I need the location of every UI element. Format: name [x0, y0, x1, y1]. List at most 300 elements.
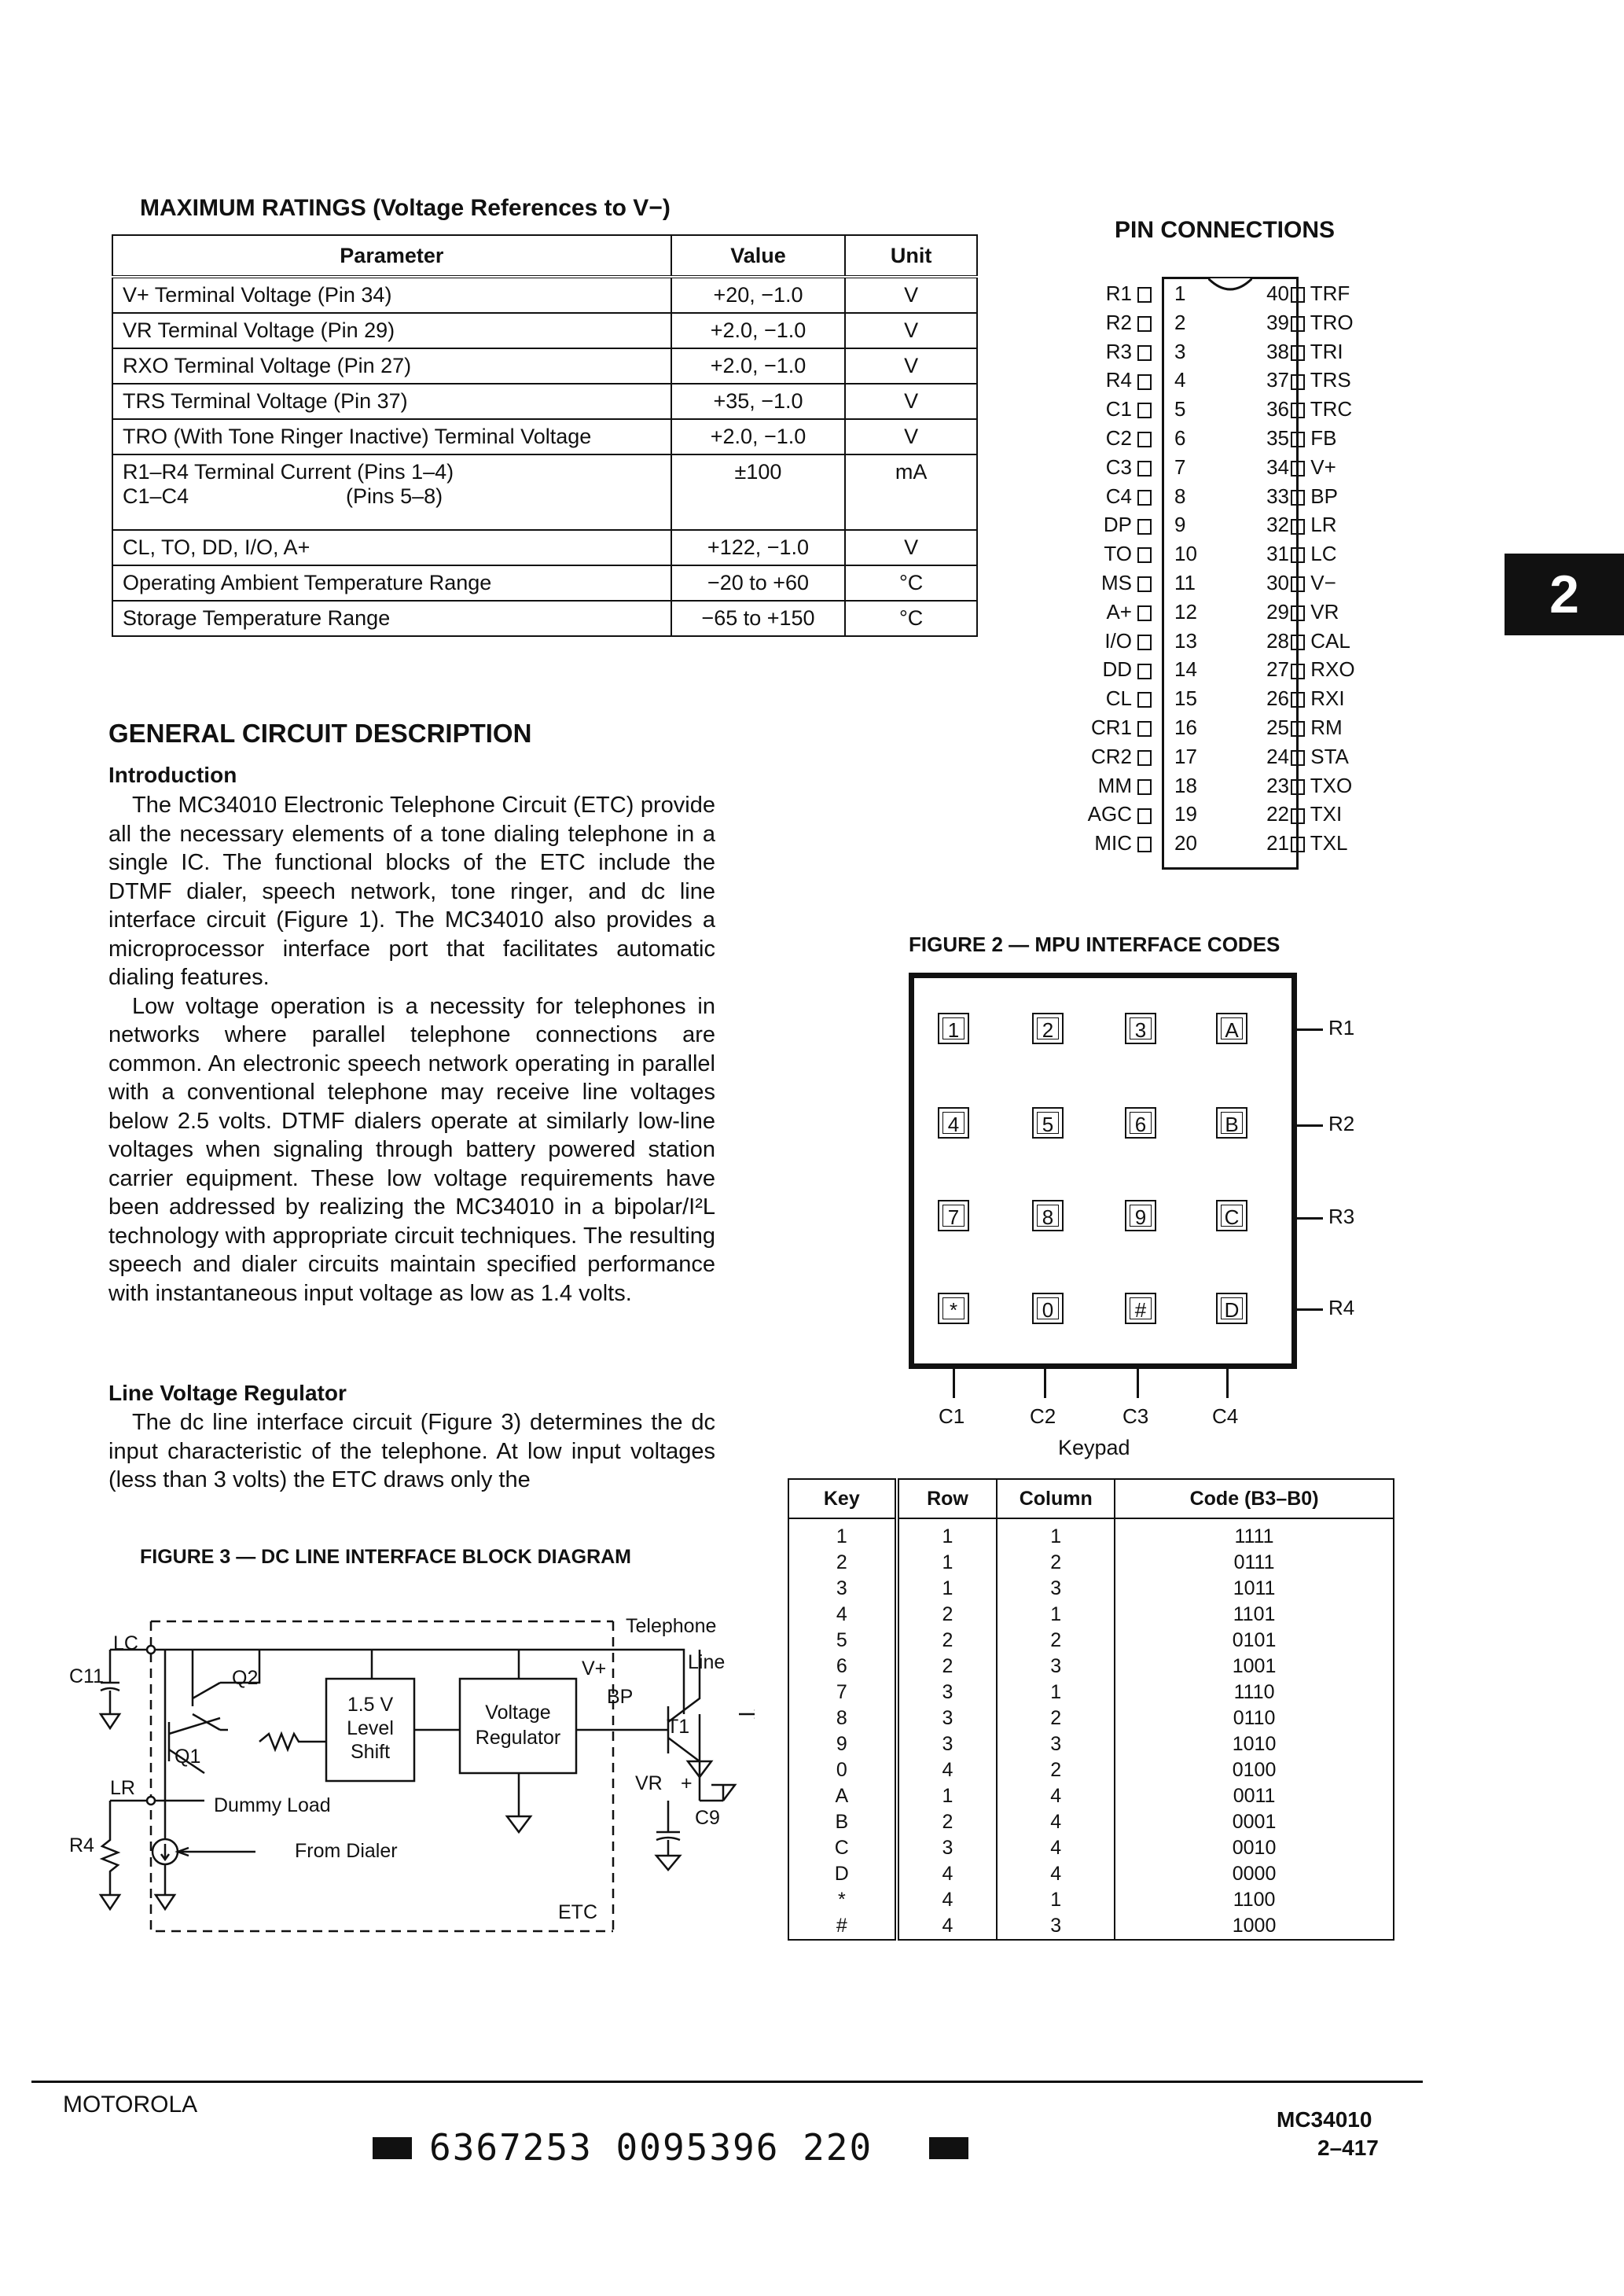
codes-row-value: 1 [897, 1518, 998, 1550]
pin-left-7 [1053, 453, 1163, 481]
ratings-unit: V [845, 313, 977, 348]
pin-label: RXI [1310, 686, 1345, 711]
pin-right-32 [1291, 510, 1336, 539]
barcode-block-left [373, 2137, 412, 2159]
resistor [220, 1650, 326, 1750]
ratings-unit: V [845, 530, 977, 565]
footer-brand: MOTOROLA [63, 2092, 198, 2118]
intro-paragraph-2: Low voltage operation is a necessity for telephones in networks where parallel telephone connections are common. An electronic speech network operating in parallel with a conventional telephone may receive line voltages below 2.5 volts. DTMF dialers operate at similarly low-line voltages when signaling through battery powered station carrier equipment. These low voltage requirements have been addressed by realizing the MC34010 in a bipolar/I²L technology with appropriate circuit techniques. The resulting speech and dialer circuits maintain specified performance with instantaneous input voltage as low as 1.4 volts. [108, 993, 715, 1306]
codes-key: 4 [788, 1602, 897, 1628]
pin-number-left: 7 [1174, 454, 1186, 479]
pin-right-40 [1291, 279, 1350, 307]
codes-code: 1100 [1115, 1887, 1394, 1913]
pin-stub [1137, 721, 1152, 737]
pin-label: BP [1310, 484, 1338, 508]
codes-row-value: 1 [897, 1783, 998, 1809]
pin-stub [1137, 692, 1152, 708]
pin-number-right: 22 [1266, 802, 1289, 826]
codes-row-value: 4 [897, 1887, 998, 1913]
pin-label: MS [1101, 571, 1132, 594]
r4-resistor [101, 1801, 151, 1909]
codes-column-value: 4 [997, 1783, 1115, 1809]
keypad-key: A [1216, 1013, 1247, 1044]
pin-stub [1137, 576, 1152, 592]
label-c9: C9 [695, 1807, 720, 1829]
pin-label: V+ [1310, 454, 1336, 479]
pin-number-left: 20 [1174, 831, 1197, 855]
keypad-matrix [909, 973, 1297, 1369]
label-from-dialer: From Dialer [295, 1840, 398, 1862]
ratings-param: TRS Terminal Voltage (Pin 37) [112, 384, 671, 419]
pin-right-21 [1291, 829, 1347, 857]
codes-row-value: 1 [897, 1576, 998, 1602]
label-vplus: V+ [582, 1658, 607, 1680]
pin-stub [1137, 345, 1152, 361]
pin-right-37 [1291, 366, 1351, 394]
pin-label: C3 [1105, 454, 1132, 479]
codes-key: B [788, 1809, 897, 1835]
codes-header-row: Row [897, 1479, 998, 1518]
pin-label: CR1 [1090, 716, 1132, 739]
pin-number-right: 39 [1266, 310, 1289, 334]
ratings-unit: V [845, 277, 977, 313]
codes-code: 0111 [1115, 1550, 1394, 1576]
pin-stub [1291, 345, 1305, 361]
column-line [1226, 1363, 1229, 1398]
codes-code: 1001 [1115, 1654, 1394, 1680]
ratings-value: −65 to +150 [671, 601, 846, 636]
pin-stub [1291, 837, 1305, 852]
pin-label: LC [1310, 542, 1337, 566]
codes-column-value: 3 [997, 1576, 1115, 1602]
ratings-value: +2.0, −1.0 [671, 348, 846, 384]
codes-column-value: 1 [997, 1680, 1115, 1705]
pin-stub [1291, 635, 1305, 650]
codes-table [788, 1478, 1394, 1941]
pin-left-13 [1053, 627, 1163, 655]
pin-number-left: 5 [1174, 397, 1186, 421]
keypad-key: 3 [1125, 1013, 1156, 1044]
label-telephone: Telephone [626, 1615, 717, 1637]
pin-stub [1291, 547, 1305, 563]
pin-right-22 [1291, 800, 1342, 828]
figure3-title: FIGURE 3 — DC LINE INTERFACE BLOCK DIAGRAM [140, 1546, 632, 1568]
codes-key: * [788, 1887, 897, 1913]
pin-number-right: 24 [1266, 744, 1289, 768]
pin-stub [1137, 547, 1152, 563]
codes-header-code: Code (B3–B0) [1115, 1479, 1394, 1518]
pin-label: TXI [1310, 802, 1343, 826]
pin-stub [1137, 837, 1152, 852]
pin-right-29 [1291, 598, 1339, 626]
pin-label: CAL [1310, 628, 1350, 653]
pin-stub [1137, 750, 1152, 766]
pin-number-left: 6 [1174, 426, 1186, 450]
keypad-caption: Keypad [1058, 1436, 1130, 1459]
codes-row [788, 1835, 1394, 1861]
codes-column-value: 1 [997, 1602, 1115, 1628]
label-lc: LC [113, 1632, 138, 1654]
pin-number-left: 18 [1174, 773, 1197, 797]
pin-number-right: 25 [1266, 716, 1289, 739]
codes-row [788, 1809, 1394, 1835]
pin-label: V− [1310, 571, 1336, 594]
pin-label: LR [1310, 513, 1337, 537]
pin-stub [1137, 432, 1152, 447]
pin-stub [1137, 635, 1152, 650]
pin-left-18 [1053, 771, 1163, 800]
pin-label: CL [1105, 686, 1132, 711]
ratings-header-value: Value [671, 235, 846, 277]
codes-row [788, 1680, 1394, 1705]
pin-number-left: 19 [1174, 802, 1197, 826]
pin-label: MIC [1094, 831, 1132, 855]
row-line [1291, 1028, 1323, 1031]
pin-stub [1137, 664, 1152, 679]
pin-stub [1291, 287, 1305, 303]
codes-row-value: 2 [897, 1628, 998, 1654]
pin-number-right: 31 [1266, 542, 1289, 566]
codes-code: 1111 [1115, 1518, 1394, 1550]
codes-row [788, 1861, 1394, 1887]
ratings-unit: mA [845, 454, 977, 530]
pin-label: RM [1310, 716, 1343, 739]
ratings-unit: V [845, 384, 977, 419]
codes-row-value: 2 [897, 1654, 998, 1680]
codes-row-value: 4 [897, 1861, 998, 1887]
codes-key: 5 [788, 1628, 897, 1654]
codes-column-value: 3 [997, 1731, 1115, 1757]
ratings-param: RXO Terminal Voltage (Pin 27) [112, 348, 671, 384]
chip-notch [1208, 277, 1252, 296]
ratings-param: CL, TO, DD, I/O, A+ [112, 530, 671, 565]
keypad-key: * [938, 1293, 969, 1324]
column-label: C4 [1212, 1404, 1239, 1428]
label-q2: Q2 [232, 1667, 259, 1689]
column-line [953, 1363, 955, 1398]
ratings-table [112, 234, 978, 637]
pin-label: TO [1104, 542, 1132, 566]
pin-left-8 [1053, 482, 1163, 510]
label-shift-2: Level [347, 1717, 394, 1739]
keypad-key: B [1216, 1107, 1247, 1139]
pin-stub [1291, 519, 1305, 535]
ratings-unit: °C [845, 601, 977, 636]
codes-code: 0110 [1115, 1705, 1394, 1731]
codes-column-value: 3 [997, 1654, 1115, 1680]
keypad-key: 2 [1032, 1013, 1064, 1044]
label-regulator-2: Regulator [475, 1727, 561, 1749]
codes-code: 1101 [1115, 1602, 1394, 1628]
pin-right-26 [1291, 684, 1345, 712]
pin-right-35 [1291, 424, 1336, 452]
codes-row [788, 1550, 1394, 1576]
pin-number-left: 8 [1174, 484, 1186, 508]
pin-left-19 [1053, 800, 1163, 828]
label-shift-1: 1.5 V [347, 1694, 394, 1716]
keypad-key: 5 [1032, 1107, 1064, 1139]
codes-code: 0000 [1115, 1861, 1394, 1887]
ratings-row [112, 277, 977, 313]
pin-number-right: 34 [1266, 454, 1289, 479]
column-line [1044, 1363, 1046, 1398]
pin-left-10 [1053, 539, 1163, 568]
codes-key: 2 [788, 1550, 897, 1576]
pin-stub [1291, 461, 1305, 476]
ratings-unit: °C [845, 565, 977, 601]
line-voltage-paragraph: The dc line interface circuit (Figure 3) determines the dc input characteristic of the telephone. At low input voltages (less than 3 volts) the ETC draws only the [108, 1410, 715, 1492]
pin-left-20 [1053, 829, 1163, 857]
codes-code: 0001 [1115, 1809, 1394, 1835]
keypad-key: D [1216, 1293, 1247, 1324]
codes-row [788, 1576, 1394, 1602]
codes-header-key: Key [788, 1479, 897, 1518]
codes-code: 0100 [1115, 1757, 1394, 1783]
codes-column-value: 1 [997, 1518, 1115, 1550]
codes-row-value: 4 [897, 1913, 998, 1940]
ratings-param-c-pins: (Pins 5–8) [346, 484, 443, 508]
pin-left-15 [1053, 684, 1163, 712]
pin-number-right: 33 [1266, 484, 1289, 508]
pin-stub [1291, 432, 1305, 447]
pin-stub [1137, 374, 1152, 390]
pin-left-6 [1053, 424, 1163, 452]
pin-label: C1 [1105, 397, 1132, 421]
label-line: Line [688, 1651, 726, 1673]
label-etc: ETC [558, 1901, 597, 1923]
codes-row [788, 1887, 1394, 1913]
pin-left-14 [1053, 655, 1163, 683]
pin-label: C4 [1105, 484, 1132, 508]
pin-label: TRS [1310, 368, 1351, 392]
pin-label: I/O [1104, 628, 1132, 653]
pin-label: AGC [1087, 802, 1132, 826]
pin-left-11 [1053, 568, 1163, 597]
codes-code: 1110 [1115, 1680, 1394, 1705]
codes-key: 1 [788, 1518, 897, 1550]
codes-row [788, 1913, 1394, 1940]
pin-label: TRC [1310, 397, 1353, 421]
intro-paragraph-1: The MC34010 Electronic Telephone Circuit (ETC) provide all the necessary elements of a tone dialing telephone in a single IC. The functional blocks of the ETC include the DTMF dialer, speech network, tone ringer, and dc line interface circuit (Figure 1). The MC34010 also provides a microprocessor interface port that facilitates automatic dialing features. [108, 793, 715, 990]
codes-row-value: 3 [897, 1731, 998, 1757]
pin-stub [1137, 779, 1152, 795]
pin-label: TRI [1310, 339, 1343, 363]
ratings-param: V+ Terminal Voltage (Pin 34) [112, 277, 671, 313]
lc-terminal [147, 1646, 155, 1654]
pin-stub [1137, 403, 1152, 418]
pin-stub [1137, 461, 1152, 476]
c11-capacitor [101, 1650, 151, 1728]
codes-key: 0 [788, 1757, 897, 1783]
pin-number-left: 3 [1174, 339, 1186, 363]
ratings-param: Storage Temperature Range [112, 601, 671, 636]
label-regulator-1: Voltage [485, 1702, 551, 1724]
codes-row-value: 3 [897, 1705, 998, 1731]
pin-number-right: 36 [1266, 397, 1289, 421]
codes-key: 7 [788, 1680, 897, 1705]
intro-text [108, 791, 715, 1308]
row-line [1291, 1217, 1323, 1220]
row-label: R1 [1328, 1016, 1355, 1039]
pin-stub [1291, 750, 1305, 766]
column-label: C2 [1030, 1404, 1056, 1428]
pin-number-left: 10 [1174, 542, 1197, 566]
codes-code: 0011 [1115, 1783, 1394, 1809]
pin-number-left: 17 [1174, 744, 1197, 768]
pin-right-36 [1291, 395, 1352, 423]
pin-right-28 [1291, 627, 1350, 655]
pin-number-right: 23 [1266, 773, 1289, 797]
pin-number-left: 11 [1174, 571, 1196, 594]
codes-row [788, 1654, 1394, 1680]
codes-column-value: 1 [997, 1887, 1115, 1913]
pin-right-23 [1291, 771, 1352, 800]
section-tab: 2 [1505, 554, 1624, 635]
codes-column-value: 2 [997, 1705, 1115, 1731]
pin-number-left: 9 [1174, 513, 1186, 537]
codes-key: 8 [788, 1705, 897, 1731]
ratings-param: R1–R4 Terminal Current (Pins 1–4) [123, 460, 454, 484]
ratings-row [112, 454, 977, 530]
codes-code: 1000 [1115, 1913, 1394, 1940]
codes-row-value: 3 [897, 1835, 998, 1861]
pin-right-39 [1291, 308, 1354, 337]
footer-page-number: 2–417 [1317, 2136, 1379, 2160]
pin-label: STA [1310, 744, 1349, 768]
pin-left-5 [1053, 395, 1163, 423]
pin-number-right: 40 [1266, 281, 1289, 305]
ratings-title: MAXIMUM RATINGS (Voltage References to V−) [140, 195, 671, 221]
codes-row-value: 2 [897, 1602, 998, 1628]
pin-label: TXL [1310, 831, 1348, 855]
footer-barcode-number: 6367253 0095396 220 [429, 2126, 873, 2169]
pin-right-25 [1291, 713, 1343, 741]
codes-column-value: 2 [997, 1757, 1115, 1783]
pin-left-4 [1053, 366, 1163, 394]
pin-stub [1291, 316, 1305, 332]
pin-label: FB [1310, 426, 1337, 450]
codes-key: 6 [788, 1654, 897, 1680]
codes-column-value: 3 [997, 1913, 1115, 1940]
pin-stub [1137, 808, 1152, 824]
ratings-value: ±100 [671, 454, 846, 530]
pin-label: DD [1102, 657, 1132, 682]
pin-left-3 [1053, 337, 1163, 366]
pin-label: R3 [1105, 339, 1132, 363]
pin-right-34 [1291, 453, 1336, 481]
pin-label: VR [1310, 599, 1339, 624]
pin-right-30 [1291, 568, 1336, 597]
keypad-key: 7 [938, 1200, 969, 1231]
label-q1: Q1 [175, 1746, 201, 1768]
ratings-row [112, 565, 977, 601]
lr-terminal [147, 1797, 155, 1805]
pin-label: R1 [1105, 281, 1132, 305]
row-line [1291, 1308, 1323, 1311]
ratings-value: +2.0, −1.0 [671, 313, 846, 348]
ratings-unit: V [845, 348, 977, 384]
codes-row [788, 1783, 1394, 1809]
codes-key: 9 [788, 1731, 897, 1757]
pin-stub [1137, 519, 1152, 535]
label-t1: T1 [667, 1716, 690, 1738]
pin-number-left: 13 [1174, 628, 1197, 653]
ratings-param: Operating Ambient Temperature Range [112, 565, 671, 601]
row-label: R2 [1328, 1112, 1355, 1135]
codes-column-value: 4 [997, 1809, 1115, 1835]
pin-stub [1291, 374, 1305, 390]
pin-label: MM [1097, 773, 1132, 797]
row-label: R4 [1328, 1296, 1355, 1319]
pin-left-12 [1053, 598, 1163, 626]
pin-right-27 [1291, 655, 1355, 683]
pin-number-left: 1 [1174, 281, 1186, 305]
codes-column-value: 2 [997, 1628, 1115, 1654]
pin-stub [1137, 287, 1152, 303]
ratings-row [112, 384, 977, 419]
label-vr: VR [635, 1772, 663, 1794]
codes-row [788, 1705, 1394, 1731]
ratings-param: VR Terminal Voltage (Pin 29) [112, 313, 671, 348]
pin-stub [1291, 779, 1305, 795]
ratings-value: −20 to +60 [671, 565, 846, 601]
lr-node [151, 1801, 204, 1840]
ratings-param-c: C1–C4 [123, 484, 189, 508]
pin-left-1 [1053, 279, 1163, 307]
codes-code: 0101 [1115, 1628, 1394, 1654]
label-r4: R4 [69, 1834, 94, 1856]
pin-left-9 [1053, 510, 1163, 539]
pin-left-16 [1053, 713, 1163, 741]
keypad-key: 9 [1125, 1200, 1156, 1231]
label-bp: BP [607, 1686, 634, 1708]
keypad-key: # [1125, 1293, 1156, 1324]
keypad-key: 0 [1032, 1293, 1064, 1324]
keypad-key: 8 [1032, 1200, 1064, 1231]
ratings-value: +122, −1.0 [671, 530, 846, 565]
pin-number-left: 12 [1174, 599, 1197, 624]
pin-label: C2 [1105, 426, 1132, 450]
pin-label: CR2 [1090, 744, 1132, 768]
pins-title: PIN CONNECTIONS [1115, 217, 1336, 243]
intro-title: Introduction [108, 763, 237, 787]
label-shift-3: Shift [350, 1741, 391, 1763]
ratings-row [112, 348, 977, 384]
keypad-key: 4 [938, 1107, 969, 1139]
label-dummy-load: Dummy Load [214, 1794, 331, 1816]
barcode-block-right [929, 2137, 968, 2159]
line-voltage-title: Line Voltage Regulator [108, 1381, 347, 1405]
pin-right-24 [1291, 742, 1349, 771]
c9-capacitor [656, 1801, 680, 1870]
pin-label: RXO [1310, 657, 1355, 682]
codes-row-value: 3 [897, 1680, 998, 1705]
ratings-row [112, 530, 977, 565]
pin-number-right: 35 [1266, 426, 1289, 450]
pin-right-38 [1291, 337, 1343, 366]
pin-number-right: 38 [1266, 339, 1289, 363]
ratings-header-unit: Unit [845, 235, 977, 277]
codes-row [788, 1757, 1394, 1783]
pin-label: TRO [1310, 310, 1354, 334]
codes-key: C [788, 1835, 897, 1861]
pin-stub [1291, 808, 1305, 824]
row-line [1291, 1124, 1323, 1127]
column-line [1137, 1363, 1139, 1398]
codes-code: 1011 [1115, 1576, 1394, 1602]
codes-column-value: 4 [997, 1861, 1115, 1887]
pin-stub [1291, 605, 1305, 621]
